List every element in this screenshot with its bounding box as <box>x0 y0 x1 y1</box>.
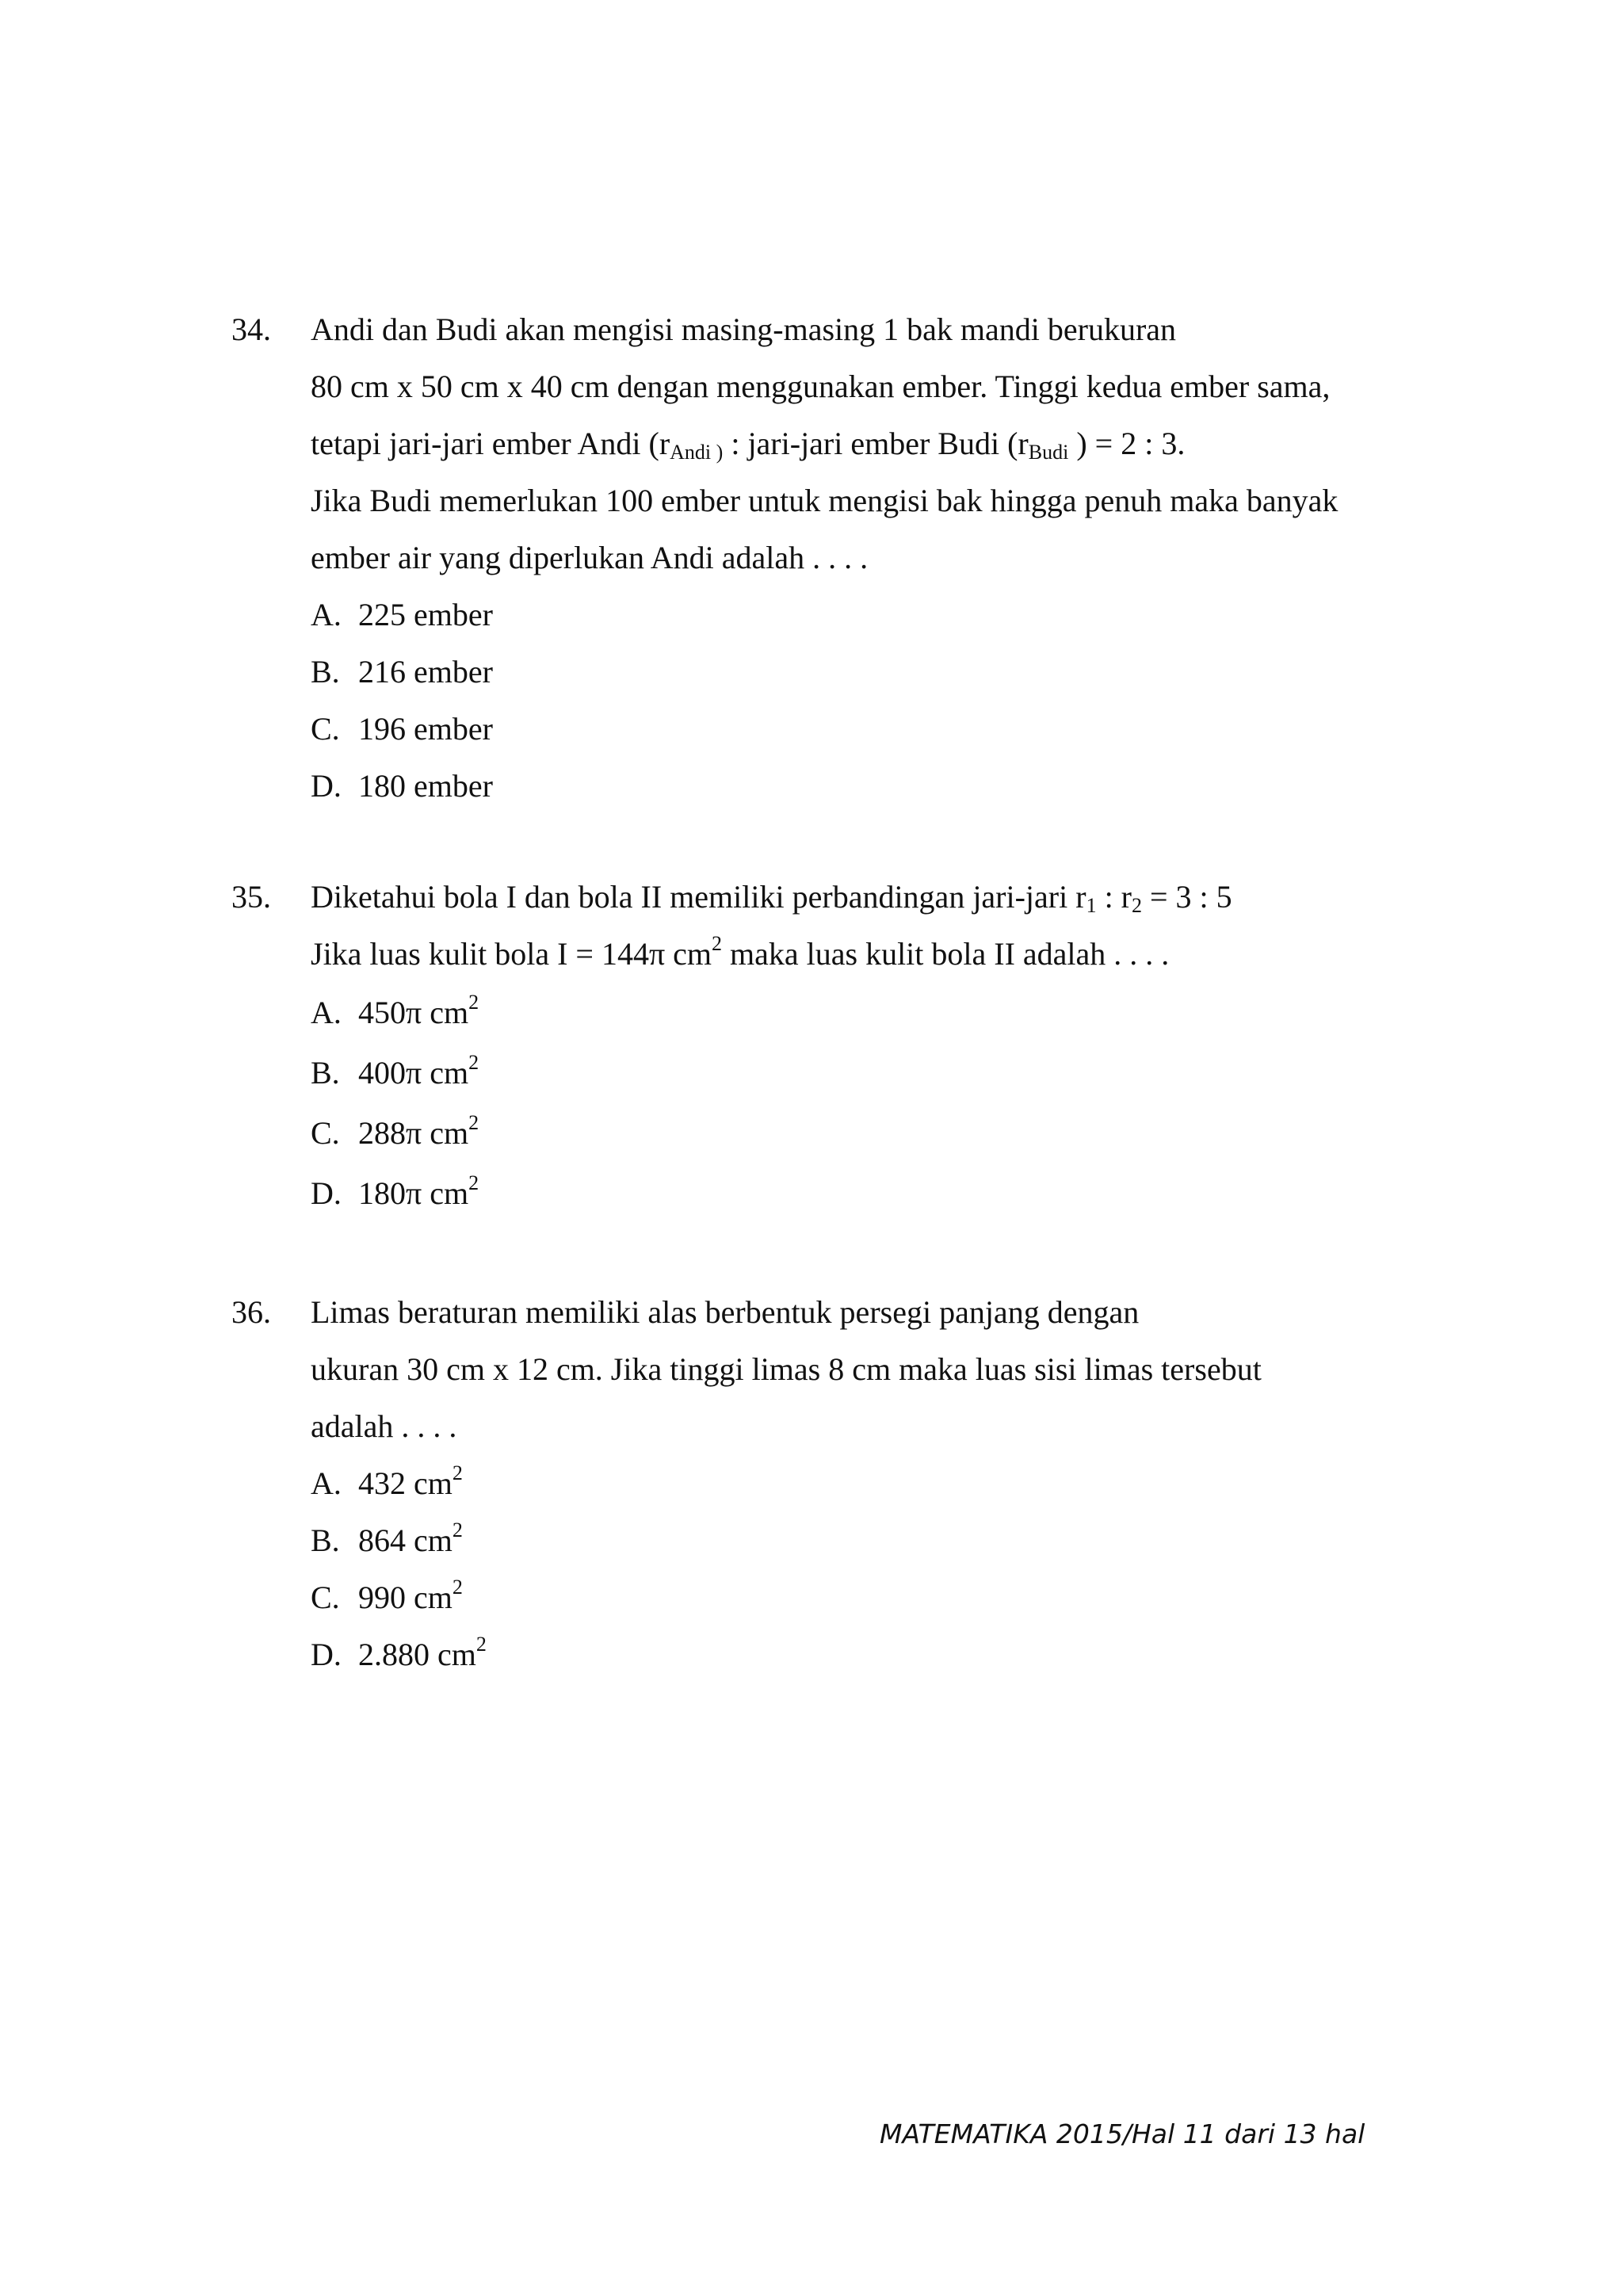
option-letter: D. <box>311 768 342 804</box>
option-text: 2.880 cm <box>358 1637 476 1672</box>
question-text-line: 80 cm x 50 cm x 40 cm dengan menggunakan ember. Tinggi kedua ember sama, <box>311 369 1331 404</box>
question-text-line <box>311 415 1436 472</box>
option-text: 990 cm <box>358 1580 453 1615</box>
option-text: 432 cm <box>358 1465 453 1501</box>
superscript: 2 <box>452 1576 463 1599</box>
option-text: 180π cm <box>358 1175 469 1211</box>
option-text: 450π cm <box>358 995 469 1030</box>
question-text-line <box>311 869 1436 926</box>
answer-option-d[interactable] <box>311 1626 1436 1683</box>
option-text: 288π cm <box>358 1115 469 1151</box>
option-letter: D. <box>311 1175 342 1211</box>
option-letter: B. <box>311 1522 340 1558</box>
question-text-line: adalah . . . . <box>311 1408 457 1444</box>
superscript: 2 <box>468 1051 479 1074</box>
question-number: 35. <box>231 879 271 915</box>
question-text-line: Jika Budi memerlukan 100 ember untuk mengisi bak hingga penuh maka banyak <box>311 483 1338 518</box>
question-text-line: ember air yang diperlukan Andi adalah . . . . <box>311 540 869 575</box>
question-body <box>311 869 1436 1224</box>
answer-option-d[interactable] <box>311 758 1436 815</box>
option-text: 216 ember <box>358 654 493 690</box>
question-text-line <box>311 926 1436 983</box>
text-segment: maka luas kulit bola II adalah . . . . <box>722 936 1170 972</box>
answer-option-c[interactable] <box>311 1103 1436 1163</box>
option-text: 400π cm <box>358 1055 469 1091</box>
superscript: 2 <box>452 1519 463 1541</box>
option-text: 225 ember <box>358 597 493 632</box>
text-segment: : jari-jari ember Budi (r <box>723 426 1029 461</box>
text-segment: ) = 2 : 3. <box>1068 426 1186 461</box>
answer-options <box>311 983 1436 1224</box>
question-text-line: Andi dan Budi akan mengisi masing-masing 1 bak mandi berukuran <box>311 311 1177 347</box>
answer-option-a[interactable] <box>311 1455 1436 1512</box>
option-text: 196 ember <box>358 711 493 747</box>
superscript: 2 <box>468 991 479 1014</box>
option-letter: A. <box>311 1465 342 1501</box>
answer-option-a[interactable] <box>311 586 1436 644</box>
answer-options <box>311 586 1436 815</box>
text-segment: Diketahui bola I dan bola II memiliki perbandingan jari-jari r <box>311 879 1086 915</box>
option-letter: C. <box>311 711 340 747</box>
text-segment: Jika luas kulit bola I = 144π cm <box>311 936 712 972</box>
option-letter: B. <box>311 654 340 690</box>
page-footer: MATEMATIKA 2015/Hal 11 dari 13 hal <box>880 2118 1365 2149</box>
question-text-line: Limas beraturan memiliki alas berbentuk persegi panjang dengan <box>311 1294 1140 1330</box>
answer-option-a[interactable] <box>311 983 1436 1043</box>
question-number: 36. <box>231 1294 271 1330</box>
answer-options <box>311 1455 1436 1683</box>
subscript: Budi <box>1028 441 1069 464</box>
option-letter: C. <box>311 1115 340 1151</box>
text-segment: : r <box>1096 879 1132 915</box>
superscript: 2 <box>452 1461 463 1484</box>
question-body <box>311 301 1436 815</box>
option-letter: A. <box>311 597 342 632</box>
answer-option-b[interactable] <box>311 644 1436 701</box>
text-segment: = 3 : 5 <box>1142 879 1232 915</box>
answer-option-d[interactable] <box>311 1163 1436 1224</box>
superscript: 2 <box>475 1633 487 1656</box>
text-segment: tetapi jari-jari ember Andi (r <box>311 426 670 461</box>
question-number: 34. <box>231 311 271 347</box>
option-letter: A. <box>311 995 342 1030</box>
option-letter: B. <box>311 1055 340 1091</box>
answer-option-b[interactable] <box>311 1512 1436 1569</box>
answer-option-b[interactable] <box>311 1043 1436 1103</box>
answer-option-c[interactable] <box>311 1569 1436 1626</box>
superscript: 2 <box>468 1111 479 1134</box>
question-text-line: ukuran 30 cm x 12 cm. Jika tinggi limas 8 cm maka luas sisi limas tersebut <box>311 1351 1262 1387</box>
superscript: 2 <box>712 932 723 955</box>
question-body <box>311 1284 1436 1683</box>
option-letter: C. <box>311 1580 340 1615</box>
subscript: 2 <box>1132 894 1142 917</box>
option-text: 180 ember <box>358 768 493 804</box>
answer-option-c[interactable] <box>311 701 1436 758</box>
option-letter: D. <box>311 1637 342 1672</box>
subscript: Andi ) <box>670 441 724 464</box>
superscript: 2 <box>468 1171 479 1194</box>
option-text: 864 cm <box>358 1522 453 1558</box>
subscript: 1 <box>1086 894 1097 917</box>
